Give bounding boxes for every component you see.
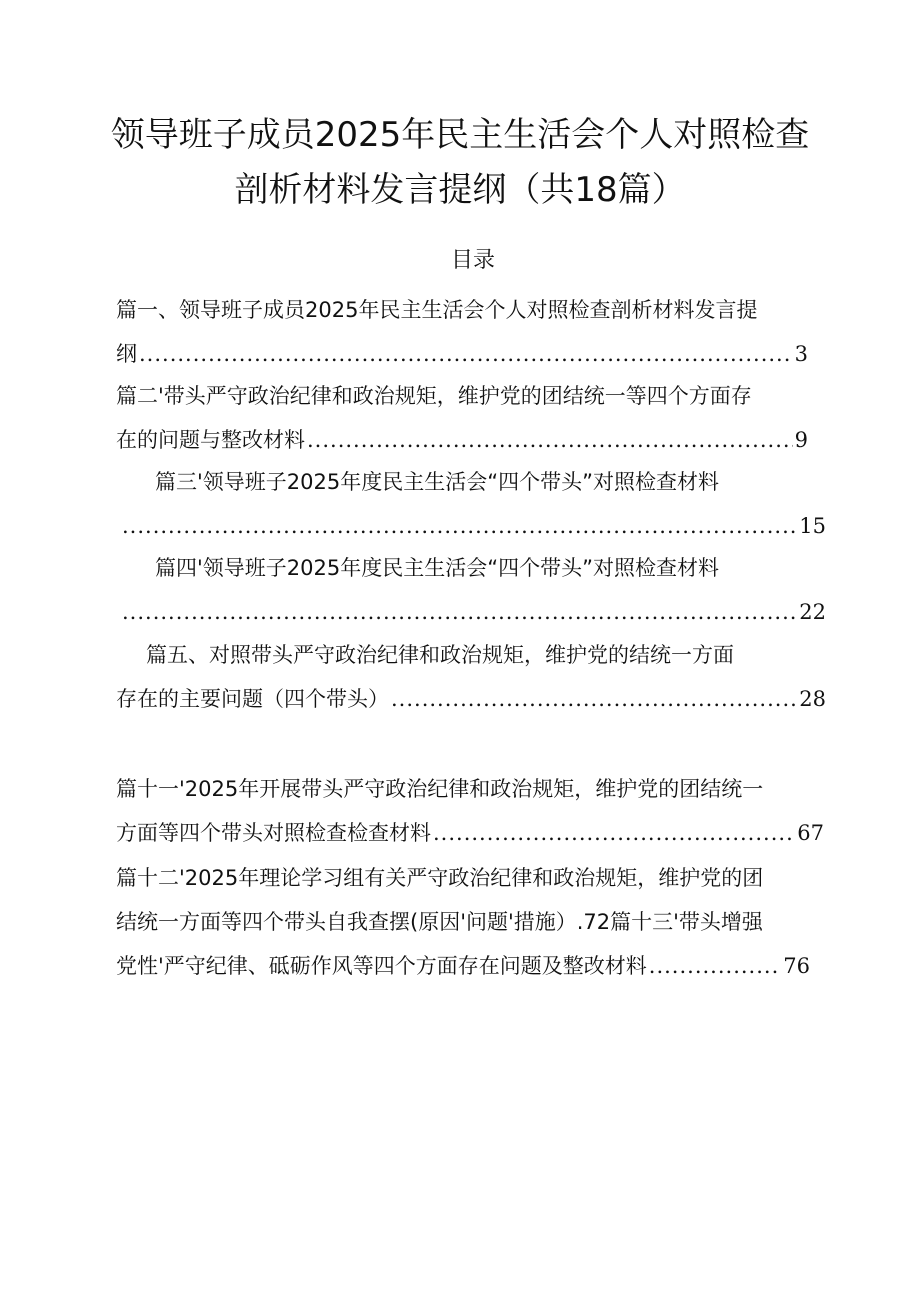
dot-leader [122,594,797,630]
toc-entry-2-text: 在的问题与整改材料 [116,428,305,452]
document-title-line-1: 领导班子成员2025年民主生活会个人对照检查 [110,115,810,155]
toc-heading: 目录 [450,248,495,273]
dot-leader [307,422,793,458]
toc-entry-1-line-2[interactable] [116,336,808,372]
dot-leader [649,948,781,984]
dot-leader [139,336,793,372]
toc-entry-13-line[interactable] [116,948,810,984]
toc-entry-2-page: 9 [794,428,808,452]
toc-entry-3-page: 15 [799,514,826,538]
toc-entry-5-page: 28 [799,687,826,711]
toc-entry-5-text: 存在的主要问题（四个带头） [116,687,389,711]
toc-entry-2-line-1[interactable]: 篇二'带头严守政治纪律和政治规矩，维护党的团结统一等四个方面存 [116,384,752,408]
toc-entry-12-line-1[interactable]: 篇十二'2025年理论学习组有关严守政治纪律和政治规矩，维护党的团 [116,866,764,890]
toc-entry-11-line-1[interactable]: 篇十一'2025年开展带头严守政治纪律和政治规矩，维护党的团结统一 [116,777,764,801]
toc-entry-4-line-1[interactable]: 篇四'领导班子2025年度民主生活会“四个带头”对照检查材料 [155,556,719,580]
toc-entry-5-line-2[interactable] [116,681,826,717]
toc-entry-4-page: 22 [799,600,826,624]
toc-entry-4-line-2[interactable] [120,594,826,630]
dot-leader [433,815,795,851]
toc-entry-1-text: 纲 [116,342,137,366]
toc-entry-11-page: 67 [797,821,824,845]
dot-leader [122,508,797,544]
dot-leader [391,681,797,717]
toc-entry-2-line-2[interactable] [116,422,808,458]
toc-entry-1-line-1[interactable]: 篇一、领导班子成员2025年民主生活会个人对照检查剖析材料发言提 [116,298,758,322]
toc-entry-3-line-2[interactable] [120,508,826,544]
toc-entry-5-line-1[interactable]: 篇五、对照带头严守政治纪律和政治规矩，维护党的结统一方面 [146,643,734,667]
toc-entry-11-text: 方面等四个带头对照检查检查材料 [116,821,431,845]
toc-entry-12-line-2[interactable]: 结统一方面等四个带头自我查摆(原因'问题'措施）.72篇十三'带头增强 [116,910,763,934]
toc-entry-13-text: 党性'严守纪律、砥砺作风等四个方面存在问题及整改材料 [116,954,647,978]
document-title-line-2: 剖析材料发言提纲（共18篇） [234,170,686,210]
toc-entry-13-page: 76 [783,954,810,978]
toc-entry-11-line-2[interactable] [116,815,824,851]
toc-entry-1-page: 3 [794,342,808,366]
toc-entry-3-line-1[interactable]: 篇三'领导班子2025年度民主生活会“四个带头”对照检查材料 [155,470,719,494]
